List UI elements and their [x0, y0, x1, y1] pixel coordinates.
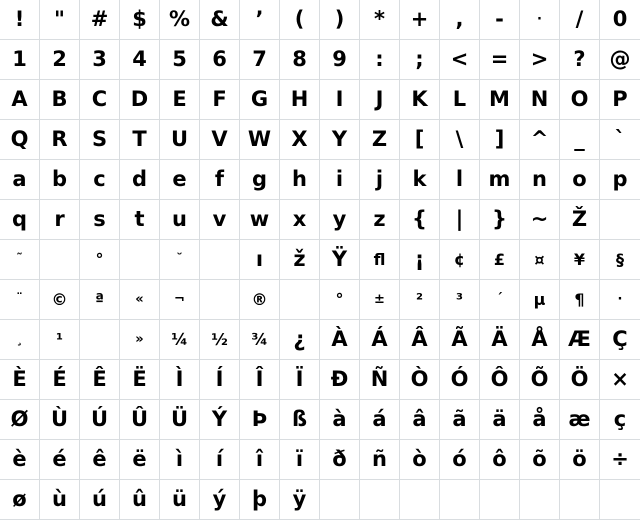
glyph-cell: æ — [560, 400, 600, 440]
glyph-cell: v — [200, 200, 240, 240]
glyph-cell: 1 — [0, 40, 40, 80]
glyph-cell: É — [40, 360, 80, 400]
glyph-cell: + — [400, 0, 440, 40]
glyph-cell-empty — [280, 280, 320, 320]
glyph-cell: 0 — [600, 0, 640, 40]
glyph-cell: B — [40, 80, 80, 120]
glyph-cell: - — [480, 0, 520, 40]
glyph-cell: Í — [200, 360, 240, 400]
glyph-cell: = — [480, 40, 520, 80]
glyph-cell: | — [440, 200, 480, 240]
glyph-cell: Z — [360, 120, 400, 160]
glyph-cell: Å — [520, 320, 560, 360]
glyph-cell: ô — [480, 440, 520, 480]
glyph-cell: 2 — [40, 40, 80, 80]
glyph-cell: M — [480, 80, 520, 120]
glyph-cell: « — [120, 280, 160, 320]
glyph-cell: J — [360, 80, 400, 120]
glyph-cell: û — [120, 480, 160, 520]
glyph-cell: V — [200, 120, 240, 160]
glyph-cell: , — [440, 0, 480, 40]
glyph-cell: / — [560, 0, 600, 40]
glyph-cell: S — [80, 120, 120, 160]
glyph-cell: < — [440, 40, 480, 80]
glyph-cell: Ù — [40, 400, 80, 440]
glyph-cell: ¢ — [440, 240, 480, 280]
glyph-cell: ø — [0, 480, 40, 520]
glyph-cell: Ï — [280, 360, 320, 400]
glyph-cell: ¾ — [240, 320, 280, 360]
glyph-cell: ò — [400, 440, 440, 480]
glyph-cell: ³ — [440, 280, 480, 320]
glyph-cell: ` — [600, 120, 640, 160]
glyph-cell: ö — [560, 440, 600, 480]
glyph-cell: ( — [280, 0, 320, 40]
glyph-cell: Â — [400, 320, 440, 360]
glyph-cell: Ñ — [360, 360, 400, 400]
glyph-cell: ÿ — [280, 480, 320, 520]
glyph-cell-empty — [200, 240, 240, 280]
glyph-cell: ! — [0, 0, 40, 40]
glyph-cell: a — [0, 160, 40, 200]
glyph-cell-empty — [200, 280, 240, 320]
glyph-cell: ¤ — [520, 240, 560, 280]
glyph-cell: ı — [240, 240, 280, 280]
glyph-cell: â — [400, 400, 440, 440]
glyph-cell: ¨ — [0, 280, 40, 320]
glyph-cell: ¥ — [560, 240, 600, 280]
glyph-cell: é — [40, 440, 80, 480]
glyph-cell-empty — [560, 480, 600, 520]
glyph-cell: ¶ — [560, 280, 600, 320]
glyph-cell-empty — [40, 240, 80, 280]
glyph-cell: ü — [160, 480, 200, 520]
glyph-cell: # — [80, 0, 120, 40]
glyph-cell: : — [360, 40, 400, 80]
glyph-cell: ð — [320, 440, 360, 480]
glyph-cell: ^ — [520, 120, 560, 160]
glyph-cell: » — [120, 320, 160, 360]
glyph-cell: s — [80, 200, 120, 240]
glyph-cell: m — [480, 160, 520, 200]
glyph-cell: × — [600, 360, 640, 400]
glyph-cell: ë — [120, 440, 160, 480]
glyph-cell: C — [80, 80, 120, 120]
glyph-cell-empty — [120, 240, 160, 280]
glyph-cell-empty — [600, 200, 640, 240]
glyph-cell: õ — [520, 440, 560, 480]
glyph-cell: ç — [600, 400, 640, 440]
glyph-cell: L — [440, 80, 480, 120]
glyph-cell-empty — [400, 480, 440, 520]
glyph-cell: U — [160, 120, 200, 160]
glyph-cell: ã — [440, 400, 480, 440]
glyph-cell: ½ — [200, 320, 240, 360]
glyph-cell: w — [240, 200, 280, 240]
glyph-cell: 9 — [320, 40, 360, 80]
glyph-cell: Ç — [600, 320, 640, 360]
glyph-cell: P — [600, 80, 640, 120]
glyph-cell: · — [600, 280, 640, 320]
glyph-cell: ² — [400, 280, 440, 320]
glyph-cell: r — [40, 200, 80, 240]
glyph-cell: c — [80, 160, 120, 200]
glyph-cell: ] — [480, 120, 520, 160]
glyph-cell: g — [240, 160, 280, 200]
glyph-cell: Ê — [80, 360, 120, 400]
glyph-cell: ) — [320, 0, 360, 40]
glyph-cell: j — [360, 160, 400, 200]
glyph-cell: ~ — [520, 200, 560, 240]
glyph-cell: D — [120, 80, 160, 120]
glyph-cell: · — [520, 0, 560, 40]
glyph-cell: ê — [80, 440, 120, 480]
glyph-cell: Ü — [160, 400, 200, 440]
glyph-cell: ß — [280, 400, 320, 440]
glyph-cell: í — [200, 440, 240, 480]
glyph-cell: Ô — [480, 360, 520, 400]
glyph-cell: f — [200, 160, 240, 200]
glyph-cell: Æ — [560, 320, 600, 360]
glyph-cell: î — [240, 440, 280, 480]
glyph-cell: E — [160, 80, 200, 120]
glyph-cell: ® — [240, 280, 280, 320]
glyph-cell: ¿ — [280, 320, 320, 360]
glyph-cell-empty — [360, 480, 400, 520]
glyph-cell: x — [280, 200, 320, 240]
glyph-cell: i — [320, 160, 360, 200]
glyph-cell: ª — [80, 280, 120, 320]
glyph-cell: ; — [400, 40, 440, 80]
glyph-cell: 6 — [200, 40, 240, 80]
glyph-cell-empty — [320, 480, 360, 520]
glyph-cell: ° — [80, 240, 120, 280]
glyph-cell: Ã — [440, 320, 480, 360]
glyph-cell: T — [120, 120, 160, 160]
glyph-cell: Ì — [160, 360, 200, 400]
glyph-cell: Î — [240, 360, 280, 400]
glyph-cell-empty — [520, 480, 560, 520]
glyph-cell: I — [320, 80, 360, 120]
glyph-cell: Ä — [480, 320, 520, 360]
glyph-cell: Ý — [200, 400, 240, 440]
glyph-cell: t — [120, 200, 160, 240]
glyph-cell: l — [440, 160, 480, 200]
glyph-cell: ’ — [240, 0, 280, 40]
glyph-cell: ¸ — [0, 320, 40, 360]
glyph-cell: Û — [120, 400, 160, 440]
glyph-cell: Q — [0, 120, 40, 160]
glyph-cell: d — [120, 160, 160, 200]
glyph-cell: Ó — [440, 360, 480, 400]
glyph-cell: ý — [200, 480, 240, 520]
glyph-cell-empty — [440, 480, 480, 520]
glyph-cell: Ž — [560, 200, 600, 240]
glyph-cell: > — [520, 40, 560, 80]
glyph-cell: © — [40, 280, 80, 320]
glyph-cell: e — [160, 160, 200, 200]
glyph-cell: ù — [40, 480, 80, 520]
glyph-cell: * — [360, 0, 400, 40]
glyph-cell: 3 — [80, 40, 120, 80]
glyph-cell: b — [40, 160, 80, 200]
glyph-cell: y — [320, 200, 360, 240]
glyph-cell: ? — [560, 40, 600, 80]
glyph-cell: Ÿ — [320, 240, 360, 280]
glyph-cell: % — [160, 0, 200, 40]
glyph-cell: ¹ — [40, 320, 80, 360]
glyph-cell: 4 — [120, 40, 160, 80]
glyph-cell: Ú — [80, 400, 120, 440]
glyph-cell: À — [320, 320, 360, 360]
glyph-cell-empty — [480, 480, 520, 520]
glyph-cell-empty — [80, 320, 120, 360]
glyph-cell: p — [600, 160, 640, 200]
glyph-cell: Ò — [400, 360, 440, 400]
glyph-cell: ä — [480, 400, 520, 440]
glyph-cell: þ — [240, 480, 280, 520]
glyph-cell: K — [400, 80, 440, 120]
glyph-cell: Y — [320, 120, 360, 160]
glyph-cell: è — [0, 440, 40, 480]
glyph-cell: [ — [400, 120, 440, 160]
glyph-cell: o — [560, 160, 600, 200]
glyph-cell: ± — [360, 280, 400, 320]
glyph-cell: ì — [160, 440, 200, 480]
glyph-cell: W — [240, 120, 280, 160]
glyph-cell: F — [200, 80, 240, 120]
glyph-cell: u — [160, 200, 200, 240]
glyph-cell: n — [520, 160, 560, 200]
glyph-cell: ï — [280, 440, 320, 480]
glyph-cell: ¡ — [400, 240, 440, 280]
glyph-cell: ¼ — [160, 320, 200, 360]
glyph-cell: h — [280, 160, 320, 200]
glyph-cell: N — [520, 80, 560, 120]
glyph-cell: 5 — [160, 40, 200, 80]
glyph-cell: k — [400, 160, 440, 200]
glyph-cell: à — [320, 400, 360, 440]
glyph-cell: & — [200, 0, 240, 40]
glyph-cell: Ë — [120, 360, 160, 400]
glyph-cell: z — [360, 200, 400, 240]
glyph-cell: { — [400, 200, 440, 240]
glyph-cell: G — [240, 80, 280, 120]
glyph-cell: 8 — [280, 40, 320, 80]
glyph-cell: È — [0, 360, 40, 400]
glyph-cell: £ — [480, 240, 520, 280]
glyph-cell: O — [560, 80, 600, 120]
glyph-cell: q — [0, 200, 40, 240]
glyph-cell: } — [480, 200, 520, 240]
glyph-cell: Á — [360, 320, 400, 360]
glyph-cell: @ — [600, 40, 640, 80]
glyph-cell: fl — [360, 240, 400, 280]
glyph-cell: H — [280, 80, 320, 120]
glyph-cell: ž — [280, 240, 320, 280]
glyph-cell: § — [600, 240, 640, 280]
glyph-cell: ¬ — [160, 280, 200, 320]
glyph-cell: ó — [440, 440, 480, 480]
glyph-cell: Ð — [320, 360, 360, 400]
glyph-cell: ÷ — [600, 440, 640, 480]
glyph-cell: R — [40, 120, 80, 160]
glyph-cell: $ — [120, 0, 160, 40]
glyph-cell: ˘ — [160, 240, 200, 280]
glyph-cell: Þ — [240, 400, 280, 440]
glyph-cell: " — [40, 0, 80, 40]
glyph-cell: \ — [440, 120, 480, 160]
glyph-cell: ñ — [360, 440, 400, 480]
glyph-cell: 7 — [240, 40, 280, 80]
glyph-cell: á — [360, 400, 400, 440]
glyph-cell: ° — [320, 280, 360, 320]
glyph-cell: å — [520, 400, 560, 440]
glyph-cell: _ — [560, 120, 600, 160]
glyph-cell: X — [280, 120, 320, 160]
glyph-cell-empty — [600, 480, 640, 520]
glyph-cell: A — [0, 80, 40, 120]
glyph-cell: Ö — [560, 360, 600, 400]
glyph-cell: ´ — [480, 280, 520, 320]
glyph-cell: µ — [520, 280, 560, 320]
glyph-cell: ˜ — [0, 240, 40, 280]
glyph-cell: ú — [80, 480, 120, 520]
glyph-cell: Ø — [0, 400, 40, 440]
glyph-cell: Õ — [520, 360, 560, 400]
